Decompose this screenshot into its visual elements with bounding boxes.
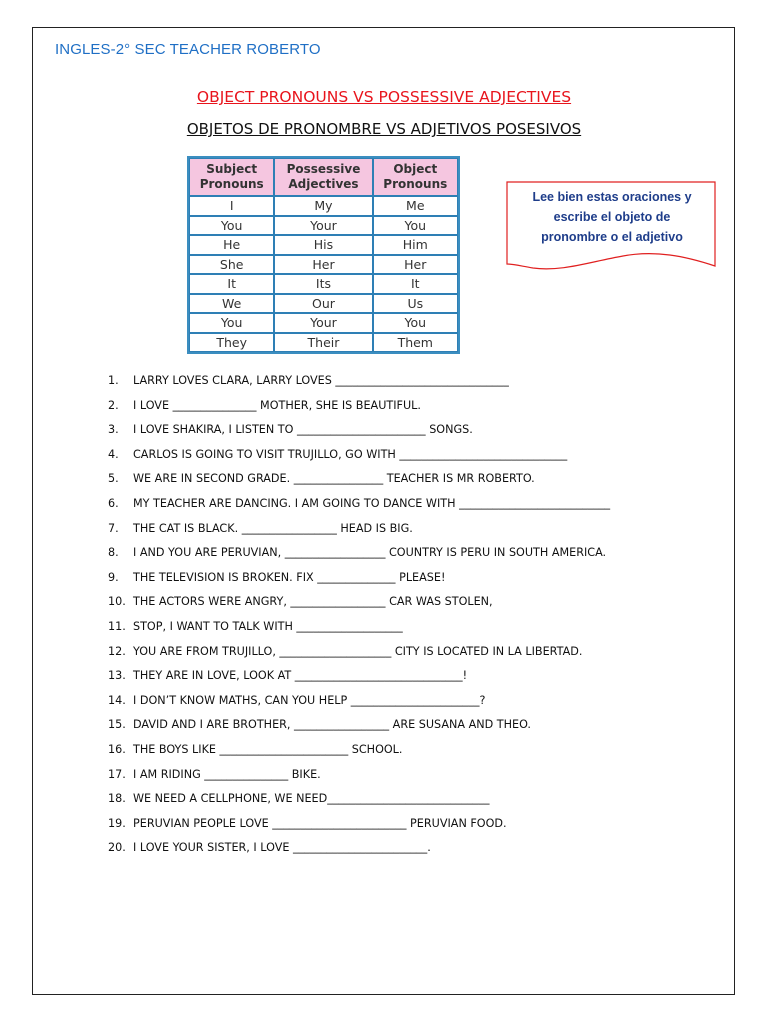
table-cell: You	[189, 216, 274, 236]
table-cell: Our	[274, 294, 372, 314]
instruction-note	[505, 180, 717, 272]
table-cell: His	[274, 235, 372, 255]
page-header: INGLES-2° SEC TEACHER ROBERTO	[55, 41, 321, 58]
table-cell: I	[189, 196, 274, 216]
list-item: 3. I LOVE SHAKIRA, I LISTEN TO _______________________ SONGS.	[108, 423, 473, 437]
list-item: 12. YOU ARE FROM TRUJILLO, ____________________ CITY IS LOCATED IN LA LIBERTAD.	[108, 644, 583, 658]
table-cell: It	[189, 274, 274, 294]
list-item: 20. I LOVE YOUR SISTER, I LOVE ________________________.	[108, 841, 431, 855]
table-cell: Us	[373, 294, 458, 314]
table-cell: It	[373, 274, 458, 294]
header-subject-pronouns: Subject Pronouns	[189, 158, 274, 196]
title-english: OBJECT PRONOUNS VS POSSESSIVE ADJECTIVES	[196, 88, 572, 106]
table-cell: Her	[373, 255, 458, 275]
list-item: 2. I LOVE _______________ MOTHER, SHE IS BEAUTIFUL.	[108, 398, 421, 412]
list-item: 5. WE ARE IN SECOND GRADE. ________________ TEACHER IS MR ROBERTO.	[108, 472, 535, 486]
note-text: Lee bien estas oraciones y escribe el objeto de pronombre o el adjetivo	[532, 190, 692, 244]
table-cell: Their	[274, 333, 372, 353]
table-cell: Him	[373, 235, 458, 255]
list-item: 11. STOP, I WANT TO TALK WITH ___________________	[108, 619, 403, 633]
list-item: 17. I AM RIDING _______________ BIKE.	[108, 767, 321, 781]
table-row	[189, 196, 458, 216]
table-row	[189, 216, 458, 236]
table-cell: Its	[274, 274, 372, 294]
table-cell: They	[189, 333, 274, 353]
table-row	[189, 274, 458, 294]
title-spanish: OBJETOS DE PRONOMBRE VS ADJETIVOS POSESIVOS	[186, 120, 582, 138]
table-cell: You	[373, 313, 458, 333]
table-cell: He	[189, 235, 274, 255]
table-cell: Her	[274, 255, 372, 275]
list-item: 18. WE NEED A CELLPHONE, WE NEED_____________________________	[108, 792, 490, 806]
table-cell: Me	[373, 196, 458, 216]
table-cell: My	[274, 196, 372, 216]
list-item: 4. CARLOS IS GOING TO VISIT TRUJILLO, GO WITH ______________________________	[108, 447, 568, 461]
list-item: 13. THEY ARE IN LOVE, LOOK AT ______________________________!	[108, 669, 468, 683]
list-item: 8. I AND YOU ARE PERUVIAN, __________________ COUNTRY IS PERU IN SOUTH AMERICA.	[108, 546, 607, 560]
header-possessive-adjectives: Possessive Adjectives	[274, 158, 372, 196]
list-item: 1. LARRY LOVES CLARA, LARRY LOVES _______________________________	[108, 374, 509, 387]
table-row	[189, 294, 458, 314]
list-item: 14. I DON’T KNOW MATHS, CAN YOU HELP _______________________?	[108, 693, 486, 707]
list-item: 9. THE TELEVISION IS BROKEN. FIX ______________ PLEASE!	[108, 570, 446, 584]
table-cell: She	[189, 255, 274, 275]
list-item: 15. DAVID AND I ARE BROTHER, _________________ ARE SUSANA AND THEO.	[108, 718, 531, 732]
table-header-row	[189, 158, 458, 196]
table-row	[189, 235, 458, 255]
table-row	[189, 255, 458, 275]
exercise-list	[108, 374, 610, 866]
header-object-pronouns: Object Pronouns	[373, 158, 458, 196]
list-item: 6. MY TEACHER ARE DANCING. I AM GOING TO DANCE WITH ___________________________	[108, 496, 611, 510]
table-cell: Your	[274, 313, 372, 333]
table-cell: Them	[373, 333, 458, 353]
table-cell: You	[189, 313, 274, 333]
pronouns-table	[187, 156, 460, 354]
list-item: 10. THE ACTORS WERE ANGRY, _________________ CAR WAS STOLEN,	[108, 595, 493, 609]
table-cell: We	[189, 294, 274, 314]
table-cell: You	[373, 216, 458, 236]
list-item: 19. PERUVIAN PEOPLE LOVE ________________________ PERUVIAN FOOD.	[108, 816, 507, 830]
table-row	[189, 333, 458, 353]
table-row	[189, 313, 458, 333]
table-cell: Your	[274, 216, 372, 236]
list-item: 16. THE BOYS LIKE _______________________ SCHOOL.	[108, 742, 403, 756]
list-item: 7. THE CAT IS BLACK. _________________ HEAD IS BIG.	[108, 521, 413, 535]
